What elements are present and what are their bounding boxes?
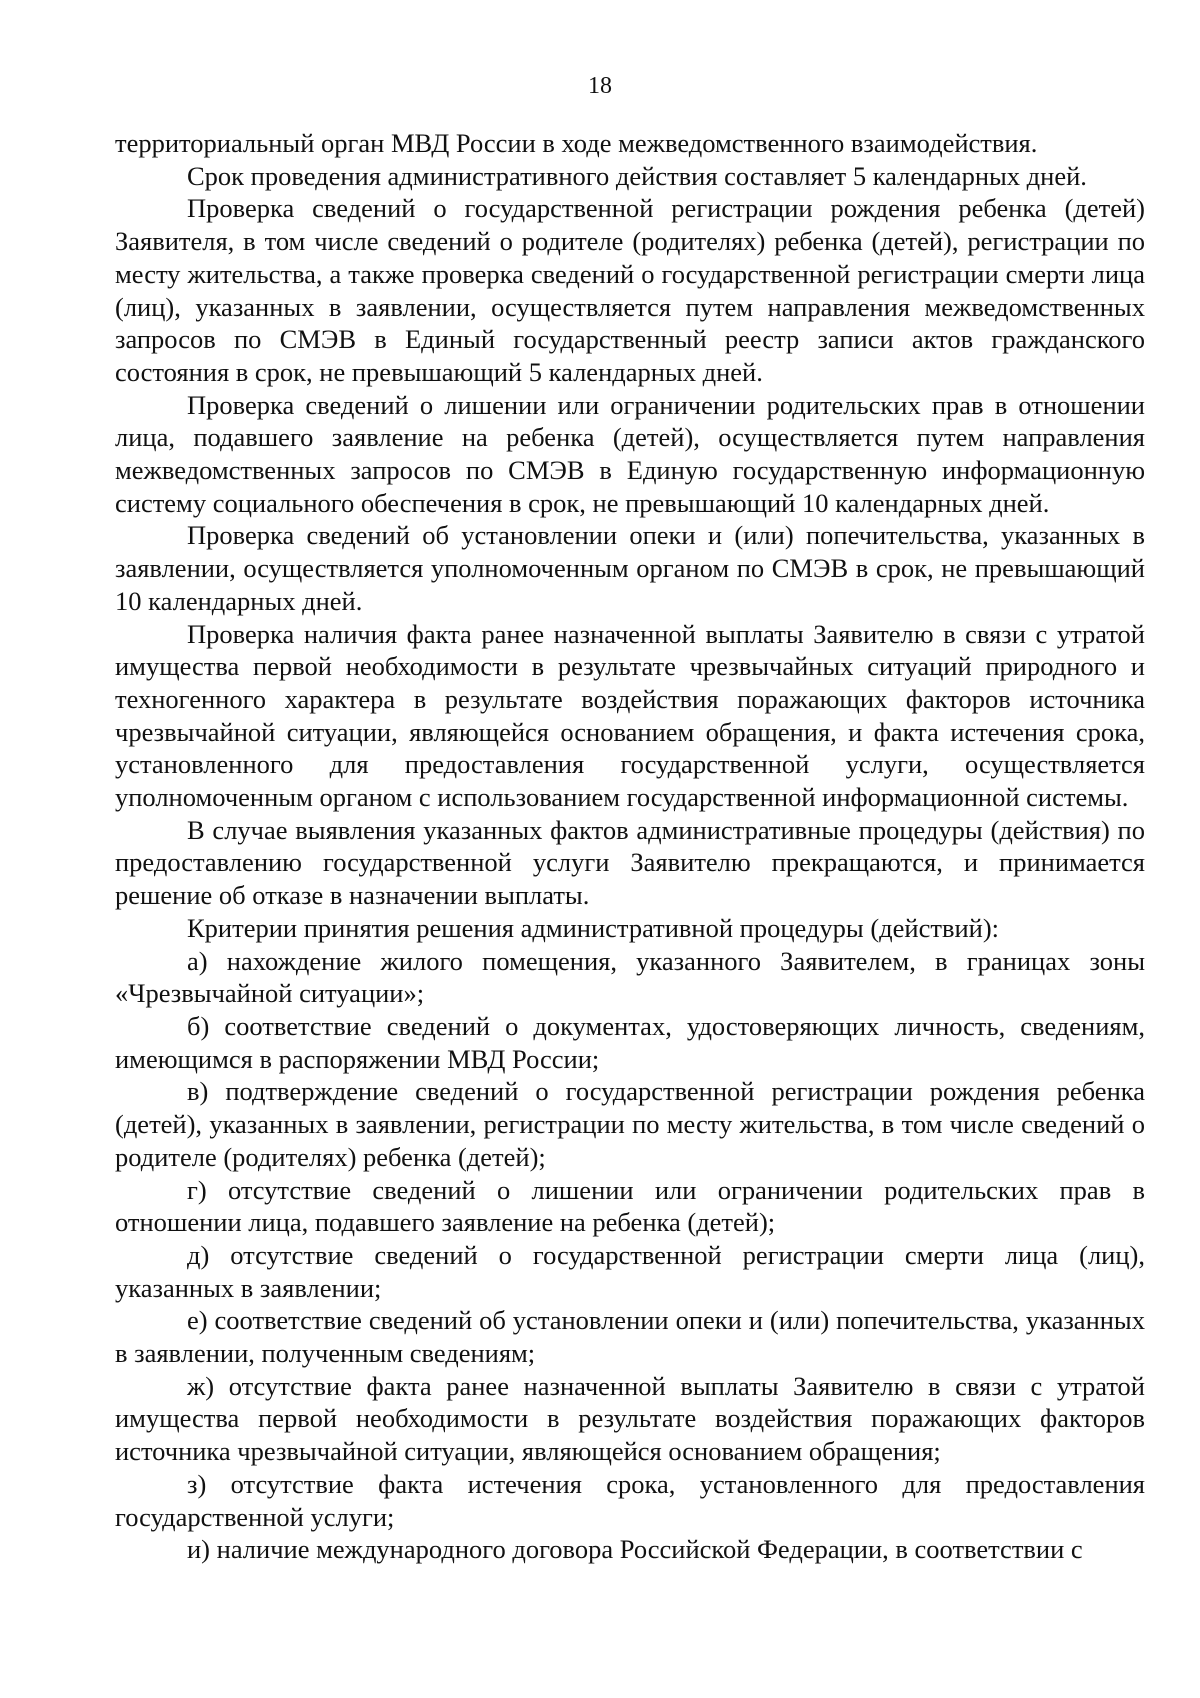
paragraph-birth-registration-check: Проверка сведений о государственной регистрации рождения ребенка (детей) Заявителя, в том числе сведений о родителе (родителях) ребенка (детей), регистрации по месту жительства, а также проверка сведений о государственной регистрации смерти лица (лиц), указанных в заявлении, осуществляется путем направления межведомственных запросов по СМЭВ в Единый государственный реестр записи актов гражданского состояния в срок, не превышающий 5 календарных дней. [115, 193, 1145, 387]
criteria-item-z: з) отсутствие факта истечения срока, установленного для предоставления государственной услуги; [115, 1468, 1145, 1532]
criteria-item-b: б) соответствие сведений о документах, удостоверяющих личность, сведениям, имеющимся в распоряжении МВД России; [115, 1010, 1145, 1074]
criteria-item-i: и) наличие международного договора Российской Федерации, в соответствии с [187, 1534, 1083, 1565]
paragraph-deadline: Срок проведения административного действия составляет 5 календарных дней. [187, 160, 1087, 191]
paragraph-guardianship-check: Проверка сведений об установлении опеки и (или) попечительства, указанных в заявлении, осуществляется уполномоченным органом по СМЭВ в срок, не превышающий 10 календарных дней. [115, 520, 1145, 616]
paragraph-parental-rights-check: Проверка сведений о лишении или ограничении родительских прав в отношении лица, подавшего заявление на ребенка (детей), осуществляется путем направления межведомственных запросов по СМЭВ в Единую государственную информационную систему социального обеспечения в срок, не превышающий 10 календарных дней. [115, 389, 1145, 518]
criteria-item-g: г) отсутствие сведений о лишении или ограничении родительских прав в отношении лица, подавшего заявление на ребенка (детей); [115, 1174, 1145, 1238]
paragraph-previous-payment-check: Проверка наличия факта ранее назначенной выплаты Заявителю в связи с утратой имущества первой необходимости в результате чрезвычайных ситуаций природного и техногенного характера в результате воздействия поражающих факторов источника чрезвычайной ситуации, являющейся основанием обращения, и факта истечения срока, установленного для предоставления государственной услуги, осуществляется уполномоченным органом с использованием государственной информационной системы. [115, 618, 1145, 813]
criteria-item-v: в) подтверждение сведений о государственной регистрации рождения ребенка (детей), указанных в заявлении, регистрации по месту жительства, в том числе сведений о родителе (родителях) ребенка (детей); [115, 1076, 1145, 1172]
paragraph-termination: В случае выявления указанных фактов административные процедуры (действия) по предоставлению государственной услуги Заявителю прекращаются, и принимается решение об отказе в назначении выплаты. [115, 814, 1145, 911]
criteria-item-a: а) нахождение жилого помещения, указанного Заявителем, в границах зоны «Чрезвычайной ситуации»; [115, 945, 1145, 1009]
criteria-item-d: д) отсутствие сведений о государственной регистрации смерти лица (лиц), указанных в заявлении; [115, 1239, 1145, 1303]
criteria-item-e: е) соответствие сведений об установлении опеки и (или) попечительства, указанных в заявлении, полученным сведениям; [115, 1305, 1145, 1369]
paragraph-continuation: территориальный орган МВД России в ходе межведомственного взаимодействия. [115, 128, 1038, 158]
page-number: 18 [588, 73, 612, 99]
paragraph-criteria-heading: Критерии принятия решения административной процедуры (действий): [187, 912, 1000, 943]
criteria-item-zh: ж) отсутствие факта ранее назначенной выплаты Заявителю в связи с утратой имущества первой необходимости в результате воздействия поражающих факторов источника чрезвычайной ситуации, являющейся основанием обращения; [115, 1370, 1145, 1467]
document-body [115, 127, 1145, 1566]
